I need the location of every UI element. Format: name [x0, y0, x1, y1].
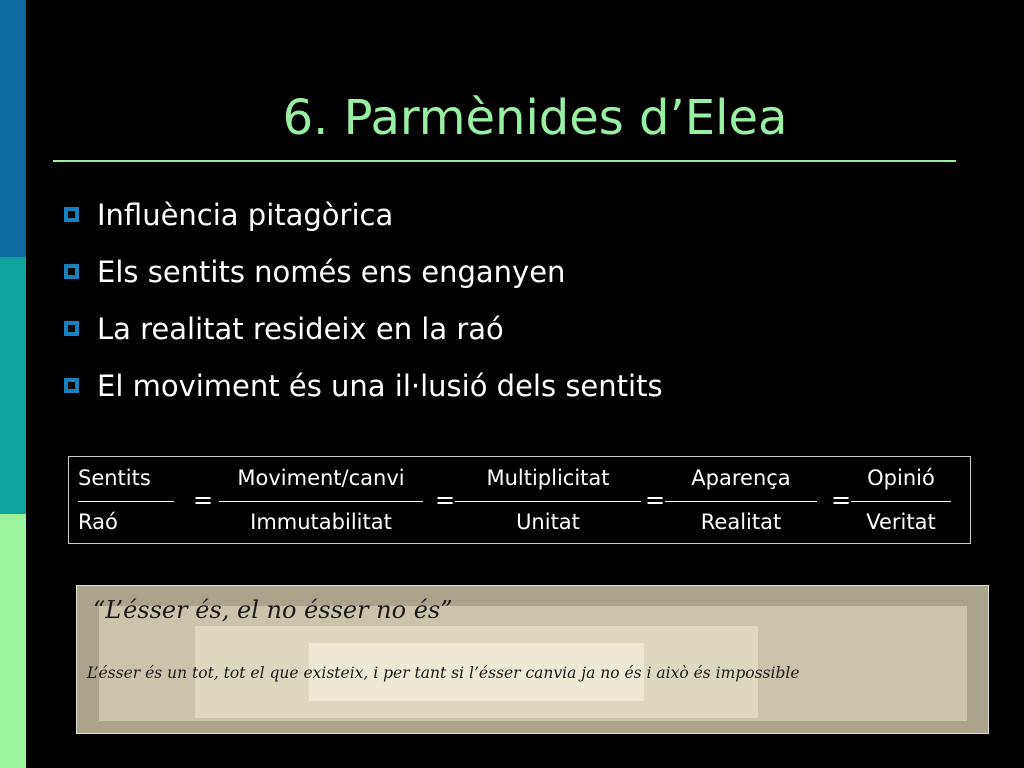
quote-main-text: “L’ésser és, el no ésser no és” [93, 596, 453, 624]
equals-sign: = [645, 486, 666, 514]
fraction-moviment-immutabilitat [219, 463, 423, 537]
title-divider [53, 160, 956, 162]
fraction-denominator: Raó [78, 510, 118, 534]
fraction-numerator: Multiplicitat [486, 466, 610, 490]
fraction-multiplicitat-unitat [455, 463, 641, 537]
fraction-bar [455, 501, 641, 502]
side-stripe-blue [0, 0, 26, 257]
slide-title: 6. Parmènides d’Elea [282, 90, 788, 146]
fraction-sentits-rao [78, 463, 174, 537]
quote-explanation-text: L’ésser és un tot, tot el que existeix, i per tant si l’ésser canvia ja no és i això és impossible [87, 664, 800, 682]
fraction-denominator: Unitat [516, 510, 580, 534]
fraction-denominator: Veritat [866, 510, 936, 534]
bullet-list [64, 186, 663, 414]
bullet-text: Els sentits només ens enganyen [97, 254, 566, 289]
square-bullet-icon [64, 207, 79, 222]
side-stripe-teal [0, 257, 26, 514]
equals-sign: = [435, 486, 456, 514]
bullet-text: El moviment és una il·lusió dels sentits [97, 368, 663, 403]
fraction-bar [219, 501, 423, 502]
fraction-equation-box [68, 456, 971, 544]
bullet-item [64, 300, 663, 357]
side-stripe-green [0, 514, 26, 768]
quote-box [76, 585, 989, 734]
fraction-numerator: Moviment/canvi [237, 466, 405, 490]
bullet-text: Influència pitagòrica [97, 197, 394, 232]
fraction-numerator: Sentits [78, 466, 151, 490]
fraction-numerator: Opinió [867, 466, 935, 490]
bullet-item [64, 357, 663, 414]
fraction-bar [665, 501, 817, 502]
fraction-denominator: Realitat [700, 510, 782, 534]
bullet-text: La realitat resideix en la raó [97, 311, 504, 346]
fraction-opinio-veritat [851, 463, 951, 537]
fraction-numerator: Aparença [691, 466, 791, 490]
bullet-item [64, 186, 663, 243]
fraction-bar [851, 501, 951, 502]
equals-sign: = [193, 486, 214, 514]
bullet-item [64, 243, 663, 300]
equals-sign: = [831, 486, 852, 514]
square-bullet-icon [64, 321, 79, 336]
fraction-aparenca-realitat [665, 463, 817, 537]
fraction-denominator: Immutabilitat [250, 510, 392, 534]
square-bullet-icon [64, 378, 79, 393]
square-bullet-icon [64, 264, 79, 279]
fraction-bar [78, 501, 174, 502]
